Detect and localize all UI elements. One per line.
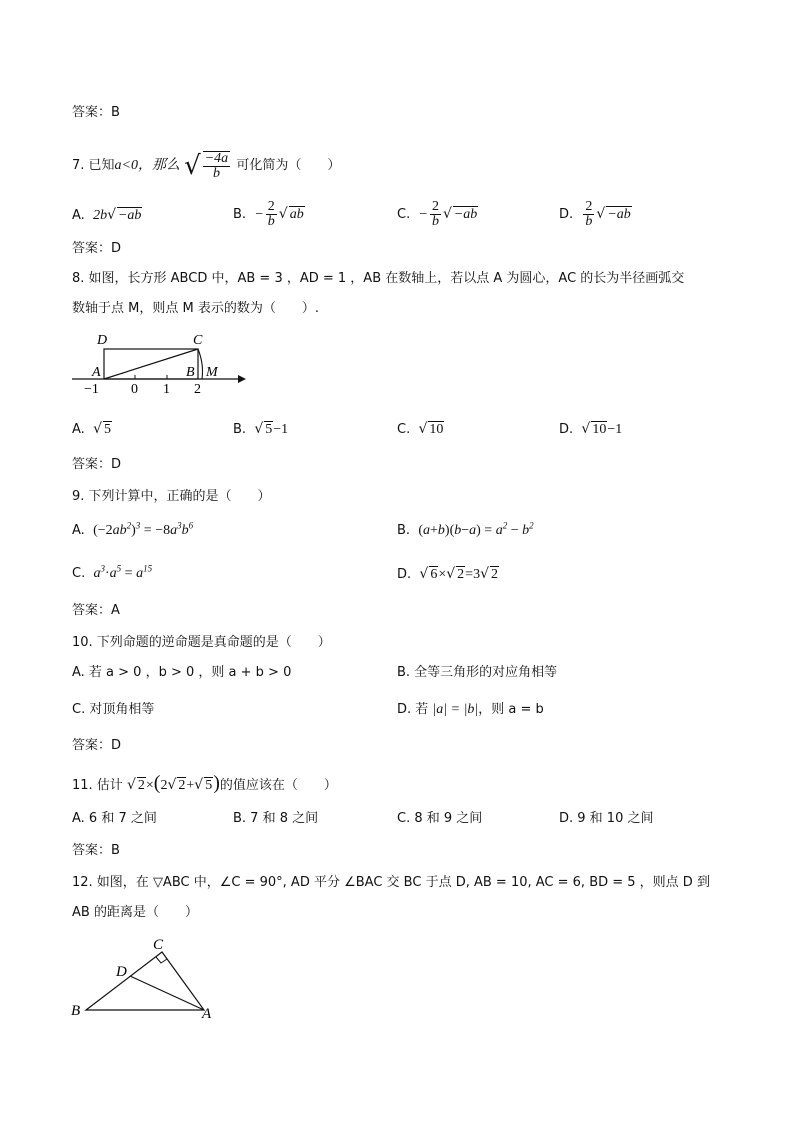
q7-denominator: b [212, 166, 220, 181]
answer-q7: 答案：D [72, 241, 122, 256]
q8-line2: 数轴于点 M，则点 M 表示的数为（ ）. [72, 301, 319, 316]
q7-option-d: D. $\frac{2}{b}$ √ −ab [559, 199, 631, 230]
tick-neg1: −1 [84, 382, 99, 394]
question-11: 11. 估计 √ 2×(2√ 2+√ 5)的值应该在（ ） [72, 772, 337, 794]
q7-suffix: 可化简为（ ） [236, 158, 341, 174]
q7-option-b: B. − $\frac{2}{b}$ √ ab [233, 199, 304, 230]
label-b: B [71, 1003, 81, 1019]
q9-option-d: D. √ 6×√ 2=3√ 2 [397, 566, 498, 582]
q7-prefix: 7. 已知 [72, 158, 115, 174]
q12-line1: 12. 如图，在 ▽ABC 中，∠C = 90°, AD 平分 ∠BAC 交 BC 于点 D, AB = 10, AC = 6, BD = 5 ，则点 D 到 [72, 875, 710, 890]
q9-option-c: C. $a^3\cdot a^5 = a^{15}$ [72, 563, 153, 581]
q9-option-b: B. $(a+b)(b-a) = a^2 - b^2$ [397, 520, 534, 538]
q11-option-b: B. 7 和 8 之间 [233, 811, 319, 826]
answer-q8: 答案：D [72, 457, 122, 472]
q9-option-a: A. $(-2ab^2)^3 = -8a^3b^6$ [72, 520, 194, 538]
label-a: A [92, 365, 101, 380]
q12-line2: AB 的距离是（ ） [72, 905, 198, 920]
q7-option-a: A. 2b√ −ab [72, 207, 142, 223]
label-c: C [153, 937, 164, 953]
q11-option-d: D. 9 和 10 之间 [559, 811, 654, 826]
q11-option-c: C. 8 和 9 之间 [397, 811, 483, 826]
q8-option-a: A. √ 5 [72, 421, 111, 437]
answer-q10: 答案：D [72, 738, 122, 753]
answer-q11: 答案：B [72, 843, 120, 858]
q7-radical: √ $\frac{-4a}{b}$ [184, 151, 229, 181]
q8-line1: 8. 如图，长方形 ABCD 中，AB = 3 ，AD = 1 ，AB 在数轴上，若以点 A 为圆心，AC 的长为半径画弧交 [72, 271, 685, 286]
label-a: A [202, 1006, 212, 1022]
tick-0: 0 [131, 382, 138, 394]
answer-q6: 答案：B [72, 105, 120, 120]
q9-stem: 9. 下列计算中，正确的是（ ） [72, 489, 271, 504]
q10-option-a: A. 若 a > 0 ，b > 0 ，则 a + b > 0 [72, 665, 292, 680]
q7-condition: a<0，那么 [114, 158, 180, 174]
q10-option-b: B. 全等三角形的对应角相等 [397, 665, 558, 680]
label-d: D [116, 964, 127, 980]
tick-1: 1 [163, 382, 170, 394]
q7-numerator: −4a [204, 151, 229, 166]
q10-option-c: C. 对顶角相等 [72, 702, 155, 717]
q8-figure [66, 328, 256, 394]
label-b: B [186, 365, 195, 380]
question-7 [72, 148, 340, 184]
label-m: M [206, 365, 218, 380]
q12-figure [66, 932, 226, 1024]
label-d: D [97, 333, 108, 348]
q10-stem: 10. 下列命题的逆命题是真命题的是（ ） [72, 635, 331, 650]
q11-option-a: A. 6 和 7 之间 [72, 811, 157, 826]
q8-option-b: B. √ 5−1 [233, 421, 289, 437]
q8-option-c: C. √ 10 [397, 421, 444, 437]
q7-option-c: C. − $\frac{2}{b}$ √ −ab [397, 199, 478, 230]
q10-option-d: D. 若 |a| = |b|，则 a = b [397, 702, 544, 717]
q8-option-d: D. √ 10−1 [559, 421, 623, 437]
answer-q9: 答案：A [72, 603, 120, 618]
label-c: C [193, 333, 203, 348]
tick-2: 2 [194, 382, 201, 394]
